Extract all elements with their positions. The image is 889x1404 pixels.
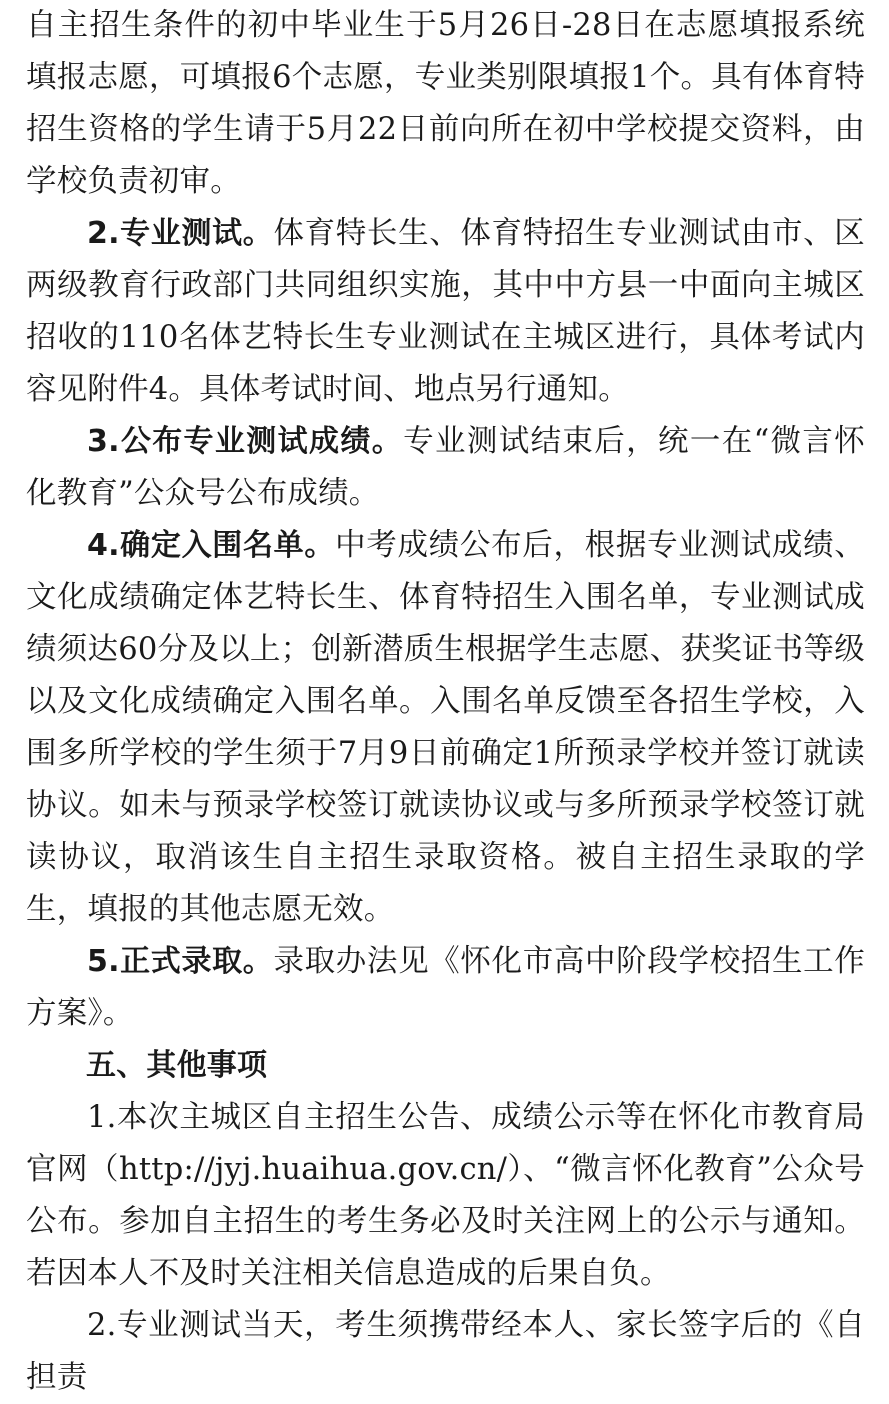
paragraph-lead: 3.公布专业测试成绩。	[87, 424, 404, 459]
paragraph-lead: 2.专业测试。	[87, 216, 274, 251]
paragraph-text: 2.专业测试当天，考生须携带经本人、家长签字后的《自担责	[26, 1308, 865, 1395]
paragraph-registration-continued	[26, 0, 865, 208]
paragraph-text: 专业测试结束后，统一在“微言怀化教育”公众号公布成绩。	[26, 424, 865, 511]
paragraph-lead: 5.正式录取。	[87, 944, 274, 979]
paragraph-text: 录取办法见《怀化市高中阶段学校招生工作方案》。	[26, 944, 865, 1031]
paragraph-publish-scores	[26, 416, 865, 520]
paragraph-shortlist	[26, 520, 865, 936]
paragraph-text: 体育特长生、体育特招生专业测试由市、区两级教育行政部门共同组织实施，其中中方县一中面向主城区招收的110名体艺特长生专业测试在主城区进行，具体考试内容见附件4。具体考试时间、地点另行通知。	[26, 216, 865, 407]
paragraph-lead: 4.确定入围名单。	[87, 528, 336, 563]
paragraph-text: 1.本次主城区自主招生公告、成绩公示等在怀化市教育局官网（http://jyj.huaihua.gov.cn/）、“微言怀化教育”公众号公布。参加自主招生的考生务必及时关注网上的公示与通知。若因本人不及时关注相关信息造成的后果自负。	[26, 1100, 865, 1291]
paragraph-professional-test	[26, 208, 865, 416]
paragraph-text: 中考成绩公布后，根据专业测试成绩、文化成绩确定体艺特长生、体育特招生入围名单，专业测试成绩须达60分及以上；创新潜质生根据学生志愿、获奖证书等级以及文化成绩确定入围名单。入围名单反馈至各招生学校，入围多所学校的学生须于7月9日前确定1所预录学校并签订就读协议。如未与预录学校签订就读协议或与多所预录学校签订就读协议，取消该生自主招生录取资格。被自主招生录取的学生，填报的其他志愿无效。	[26, 528, 865, 927]
paragraph-text: 自主招生条件的初中毕业生于5月26日-28日在志愿填报系统填报志愿，可填报6个志愿，专业类别限填报1个。具有体育特招生资格的学生请于5月22日前向所在初中学校提交资料，由学校负责初审。	[26, 8, 865, 199]
paragraph-test-day	[26, 1300, 865, 1404]
paragraph-announcement-channels	[26, 1092, 865, 1300]
section-heading-other-matters: 五、其他事项	[86, 1048, 268, 1083]
paragraph-formal-admission	[26, 936, 865, 1040]
